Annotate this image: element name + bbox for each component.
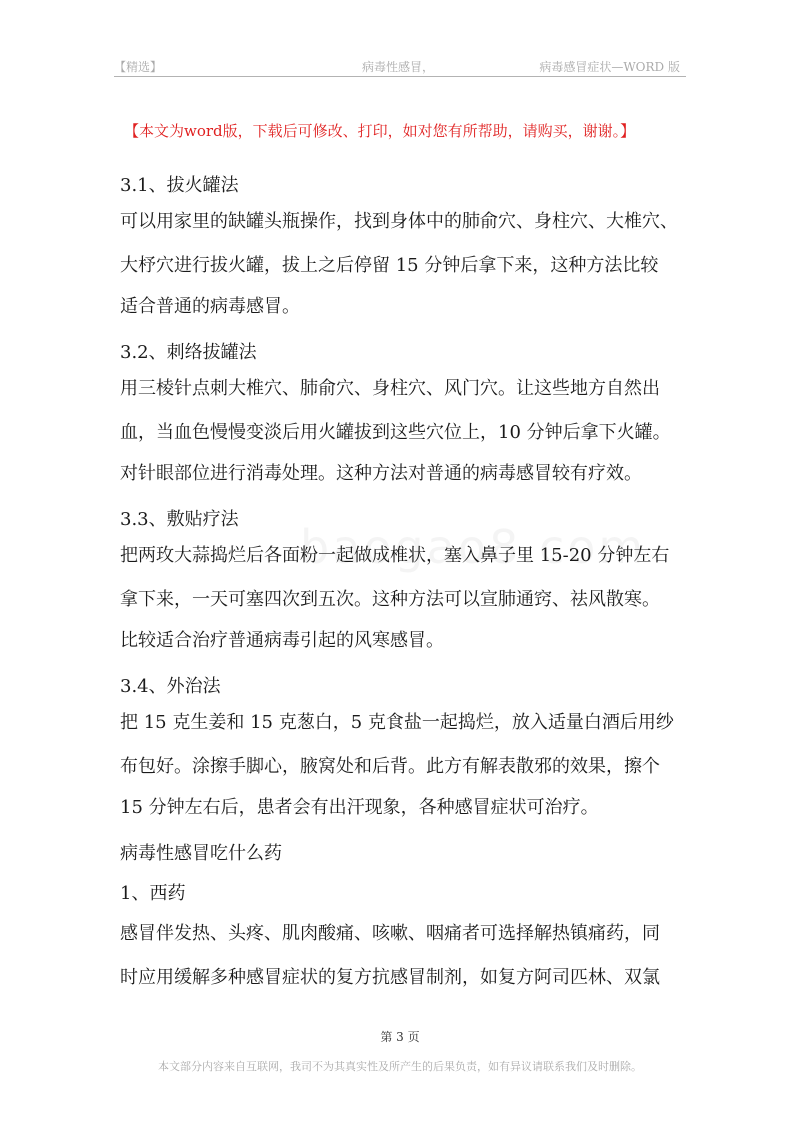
paragraph-line: 把两玫大蒜捣烂后各面粉一起做成椎状，塞入鼻子里 15-20 分钟左右	[120, 545, 670, 566]
download-notice: 【本文为word版，下载后可修改、打印，如对您有所帮助，请购买，谢谢。】	[124, 122, 636, 140]
paragraph-line: 用三棱针点刺大椎穴、肺俞穴、身柱穴、风门穴。让这些地方自然出	[120, 378, 660, 399]
paragraph-line: 大杼穴进行拔火罐，拔上之后停留 15 分钟后拿下来，这种方法比较	[120, 255, 659, 276]
section-heading: 3.4、外治法	[120, 676, 221, 697]
paragraph-line: 比较适合治疗普通病毒引起的风寒感冒。	[120, 630, 444, 651]
paragraph-line: 血，当血色慢慢变淡后用火罐拔到这些穴位上，10 分钟后拿下火罐。	[120, 422, 671, 443]
header-center-label: 病毒性感冒，	[362, 60, 435, 74]
section-heading: 1、西药	[120, 883, 186, 904]
section-heading: 3.1、拔火罐法	[120, 175, 239, 196]
paragraph-line: 感冒伴发热、头疼、肌肉酸痛、咳嗽、咽痛者可选择解热镇痛药，同	[120, 923, 660, 944]
paragraph-line: 适合普通的病毒感冒。	[120, 296, 300, 317]
header-right-label: 病毒感冒症状—WORD 版	[539, 60, 680, 74]
paragraph-line: 时应用缓解多种感冒症状的复方抗感冒制剂，如复方阿司匹林、双氯	[120, 967, 660, 988]
paragraph-line: 拿下来，一天可塞四次到五次。这种方法可以宣肺通窍、祛风散寒。	[120, 589, 660, 610]
paragraph-line: 15 分钟左右后，患者会有出汗现象，各种感冒症状可治疗。	[120, 797, 599, 818]
page-header	[114, 52, 686, 78]
section-heading: 3.2、刺络拔罐法	[120, 342, 257, 363]
paragraph-line: 布包好。涂擦手脚心，腋窝处和后背。此方有解表散邪的效果，擦个	[120, 756, 660, 777]
paragraph-line: 把 15 克生姜和 15 克葱白，5 克食盐一起捣烂，放入适量白酒后用纱	[120, 712, 674, 733]
header-divider	[114, 76, 686, 77]
page-number: 第 3 页	[380, 1030, 420, 1044]
section-heading: 病毒性感冒吃什么药	[120, 843, 282, 864]
paragraph-line: 可以用家里的缺罐头瓶操作，找到身体中的肺俞穴、身柱穴、大椎穴、	[120, 211, 678, 232]
header-left-label: 【精选】	[114, 60, 163, 74]
section-heading: 3.3、敷贴疗法	[120, 509, 239, 530]
footer-disclaimer: 本文部分内容来自互联网，我司不为其真实性及所产生的后果负责，如有异议请联系我们及时删除。	[158, 1060, 642, 1073]
paragraph-line: 对针眼部位进行消毒处理。这种方法对普通的病毒感冒较有疗效。	[120, 463, 642, 484]
